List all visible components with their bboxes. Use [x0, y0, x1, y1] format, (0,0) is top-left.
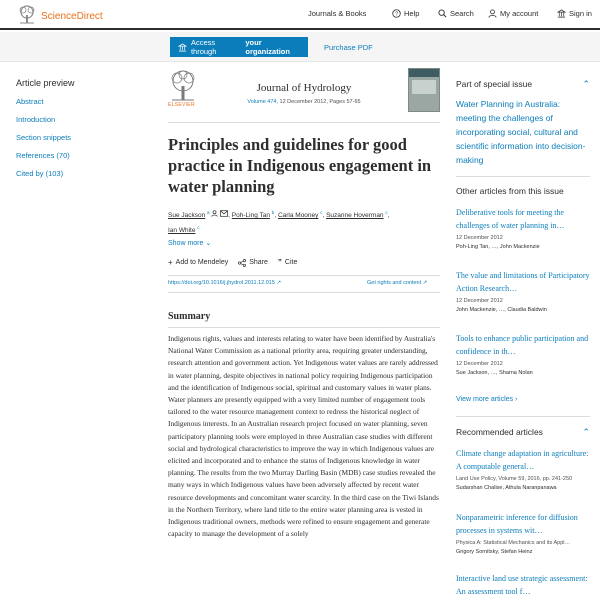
cover-band — [409, 69, 439, 77]
journals-books-link[interactable] — [308, 9, 366, 18]
other-article-item — [456, 333, 590, 376]
help-link[interactable] — [392, 9, 419, 18]
special-issue-heading — [456, 79, 590, 89]
author-link[interactable]: Sue Jackson — [168, 212, 206, 220]
view-more-label: View more articles — [456, 396, 514, 403]
author-affiliation[interactable]: c — [385, 210, 388, 215]
chevron-down-icon: ⌄ — [205, 240, 212, 247]
author-link[interactable]: Suzanne Hoverman — [326, 212, 384, 220]
divider — [168, 292, 440, 293]
show-more-label: Show more — [168, 240, 204, 247]
article-title: Principles and guidelines for good practice in Indigenous engagement in water planning — [168, 135, 432, 196]
institution-icon — [178, 43, 187, 52]
other-articles-heading: Other articles from this issue — [456, 186, 564, 196]
recommended-article-link[interactable]: Interactive land use strategic assessment: An assessment tool f… — [456, 574, 588, 596]
external-link-icon: ↗ — [276, 280, 282, 286]
divider — [168, 122, 440, 123]
divider — [168, 327, 440, 328]
author-affiliation[interactable]: b — [271, 210, 275, 215]
help-icon — [392, 9, 401, 18]
institution-icon — [557, 9, 566, 18]
summary-heading: Summary — [168, 311, 211, 322]
chevron-right-icon: › — [515, 396, 518, 403]
recommended-article-link[interactable]: Climate change adaptation in agriculture: A computable general… — [456, 449, 589, 471]
search-label: Search — [450, 9, 474, 18]
search-link[interactable] — [438, 9, 474, 18]
recommended-heading-label: Recommended articles — [456, 427, 543, 437]
share-button[interactable] — [238, 258, 268, 267]
doi-text: https://doi.org/10.1016/j.jhydrol.2011.12.015 — [168, 280, 275, 286]
other-article-link[interactable]: Tools to enhance public participation and confidence in th… — [456, 334, 589, 356]
special-issue-heading-label: Part of special issue — [456, 79, 533, 89]
journal-header — [168, 68, 440, 118]
rights-text: Get rights and content — [367, 280, 422, 286]
special-issue-link[interactable]: Water Planning in Australia: meeting the challenges of incorporating social, cultural and scientific information into decision-making — [456, 99, 586, 165]
svg-text:?: ? — [395, 11, 398, 18]
cover-panel — [412, 80, 436, 94]
article-date: 12 December 2012 — [456, 235, 503, 241]
access-bar — [0, 32, 600, 62]
cite-label: Cite — [284, 259, 298, 266]
nav-abstract[interactable]: Abstract — [16, 97, 44, 106]
article-source: Physica A: Statistical Mechanics and its Appl… — [456, 540, 571, 546]
elsevier-tree-icon — [16, 4, 38, 24]
view-more-articles-link[interactable] — [456, 396, 517, 403]
article-authors: Poh-Ling Tan, …, John Mackenzie — [456, 244, 540, 250]
volume-rest: , 12 December 2012, Pages 57-65 — [276, 99, 361, 105]
other-article-item — [456, 207, 590, 250]
divider — [456, 416, 590, 417]
cite-button[interactable] — [278, 258, 297, 267]
author-affiliation[interactable]: c — [320, 210, 323, 215]
journal-volume-info — [168, 99, 440, 105]
summary-text: Indigenous rights, values and interests relating to water have been identified by Australia's National Water Commission as a national priority area, requiring greater understanding, research attention and government action. Yet Indigenous water values are rarely addressed in water planning, despite objectives in national policy requiring Indigenous participation and the identification of Indigenous social, spiritual and customary values in water plans. Water planners are presently equipped with a very limited number of engagement tools tailored to the water resource management context to redress the historical neglect of Indigenous interests. In an Australian research project focused on water planning, seven participatory planning tools were employed in three Australian case studies with different social and hydrological characteristics to improve the way in which Indigenous values are elicited and incorporated and to enhance the status of Indigenous knowledge in water planning. The results from the two Murray Darling Basin (MDB) case studies revealed the many ways in which Indigenous values have been adversely affected by recent water resource developments and concomitant water scarcity. In the third case on the Tiwi Islands in the Northern Territory, where land title to the entire water planning area is vested in Indigenous traditional owners, methods were refined to ensure engagement and generate capacity to manage the development of a solely — [168, 334, 439, 539]
access-bold: your organization — [245, 38, 290, 56]
article-preview-heading: Article preview — [16, 78, 75, 88]
purchase-pdf-link[interactable]: Purchase PDF — [324, 43, 373, 52]
nav-cited-by[interactable]: Cited by (103) — [16, 169, 64, 178]
nav-references[interactable]: References (70) — [16, 151, 70, 160]
get-rights-link[interactable] — [367, 280, 427, 286]
article-authors: Sudarshan Chalise, Athula Naranpanawa — [456, 485, 557, 491]
nav-section-snippets[interactable]: Section snippets — [16, 133, 72, 142]
sign-in-label: Sign in — [569, 9, 592, 18]
author-link[interactable]: Poh-Ling Tan — [231, 212, 270, 220]
article-source: Land Use Policy, Volume 59, 2016, pp. 241-250 — [456, 476, 573, 482]
recommended-article-item — [456, 573, 590, 598]
external-link-icon: ↗ — [422, 280, 428, 286]
journal-title[interactable]: Journal of Hydrology — [256, 82, 352, 94]
author-list: Sue Jackson $^a$ , Poh-Ling Tan $^b$, Carla Mooney $^c$, Suzanne Hoverman $^c$, Ian White $^c$ — [168, 210, 390, 235]
plus-icon: + — [168, 258, 173, 267]
brand-name: ScienceDirect — [41, 10, 103, 22]
chevron-up-icon[interactable]: ⌃ — [582, 427, 590, 437]
add-to-mendeley-label: Add to Mendeley — [175, 259, 229, 266]
recommended-articles-heading — [456, 427, 590, 437]
email-icon[interactable] — [220, 210, 228, 217]
chevron-up-icon[interactable]: ⌃ — [582, 79, 590, 89]
article-preview-nav — [16, 78, 136, 187]
other-article-link[interactable]: Deliberative tools for meeting the challenges of water planning in… — [456, 208, 565, 230]
user-icon — [488, 9, 497, 18]
journals-books-label: Journals & Books — [308, 9, 367, 18]
doi-link[interactable] — [168, 280, 281, 286]
nav-introduction[interactable]: Introduction — [16, 115, 56, 124]
sign-in-link[interactable] — [557, 9, 592, 18]
divider — [168, 275, 440, 276]
article-date: 12 December 2012 — [456, 298, 503, 304]
journal-cover-image[interactable] — [408, 68, 440, 112]
top-navigation-bar — [0, 0, 600, 30]
article-authors: Grigory Sornitsky, Stefan Heinz — [456, 549, 533, 555]
article-date: 12 December 2012 — [456, 361, 503, 367]
volume-link[interactable]: Volume 474 — [247, 99, 277, 105]
recommended-article-item — [456, 448, 590, 491]
article-authors: Sue Jackson, …, Sharna Nolan — [456, 370, 533, 376]
article-actions — [168, 258, 307, 267]
my-account-label: My account — [500, 9, 539, 18]
other-article-item — [456, 270, 590, 313]
person-icon[interactable] — [211, 210, 218, 217]
article-authors: John Mackenzie, …, Claudia Baldwin — [456, 307, 547, 313]
author-link[interactable]: Ian White — [168, 227, 196, 235]
show-more-button[interactable] — [168, 239, 211, 247]
access-through-organization-button[interactable] — [170, 37, 308, 57]
author-affiliation[interactable]: c — [197, 225, 200, 231]
author-link[interactable]: Carla Mooney — [277, 212, 319, 220]
add-to-mendeley-button[interactable] — [168, 258, 228, 267]
share-label: Share — [249, 259, 268, 266]
help-label: Help — [404, 9, 420, 18]
other-article-link[interactable]: The value and limitations of Participatory Action Research… — [456, 271, 590, 293]
share-icon — [238, 259, 246, 267]
quote-icon: ” — [277, 258, 282, 267]
access-prefix: Access through — [190, 38, 217, 56]
search-icon — [438, 9, 447, 18]
sciencedirect-logo[interactable] — [16, 4, 103, 24]
author-affiliation[interactable]: a — [207, 210, 210, 215]
publisher-name: ELSEVIER — [168, 102, 195, 108]
divider — [456, 176, 590, 177]
recommended-article-link[interactable]: Nonparametric inference for diffusion processes in systems wit… — [456, 513, 578, 535]
my-account-link[interactable] — [488, 9, 538, 18]
recommended-article-item — [456, 512, 590, 555]
